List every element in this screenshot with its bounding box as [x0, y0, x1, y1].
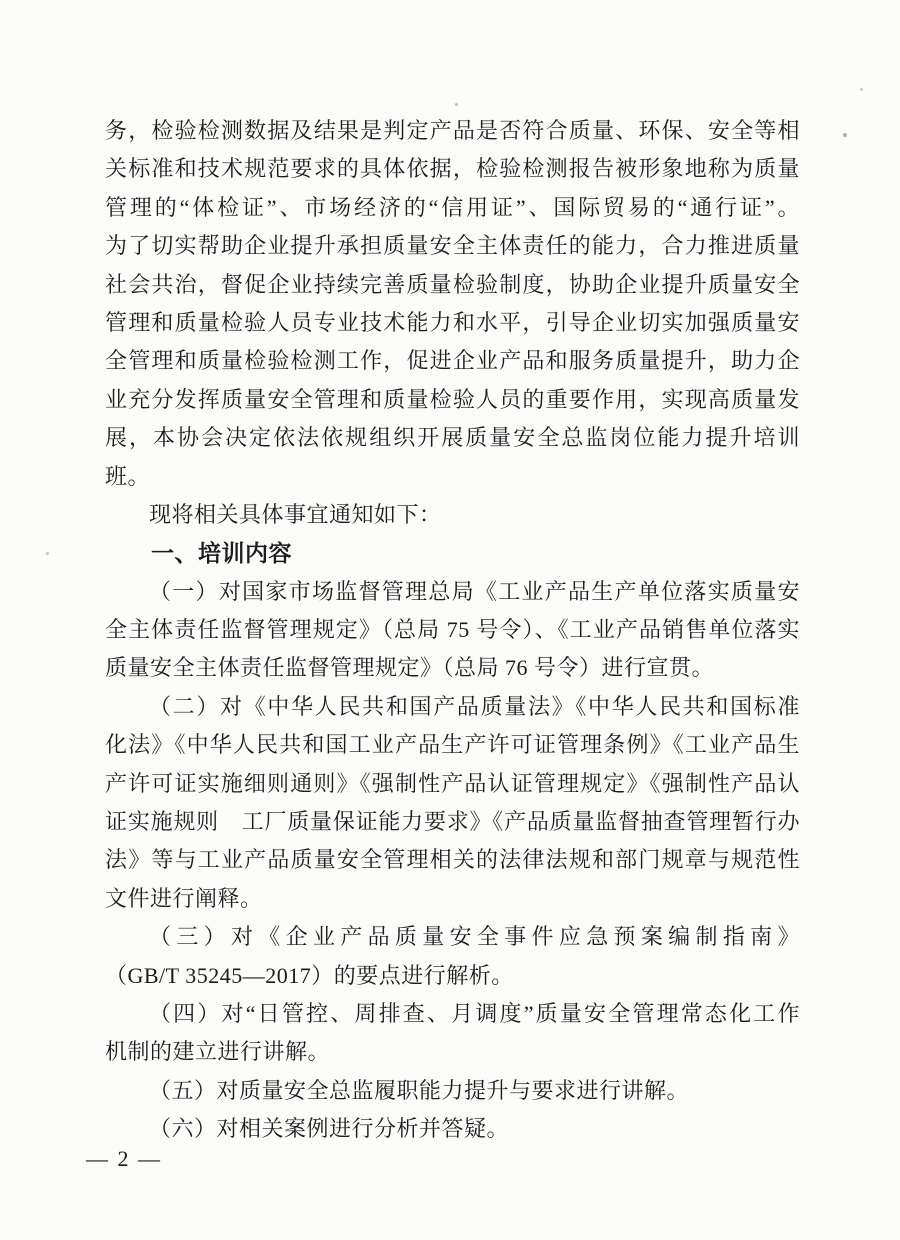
text-line: 机制的建立进行讲解。 [105, 1039, 331, 1065]
text-line: （四）对“日管控、周排查、月调度”质量安全管理常态化工作 [149, 1000, 800, 1026]
text-line: 产许可证实施细则通则》《强制性产品认证管理规定》《强制性产品认 [105, 770, 800, 796]
text-line: 文件进行阐释。 [105, 885, 263, 911]
text-line: 法》等与工业产品质量安全管理相关的法律法规和部门规章与规范性 [105, 847, 800, 873]
text-line: （一）对国家市场监督管理总局《工业产品生产单位落实质量安 [149, 578, 800, 604]
text-line: 关标准和技术规范要求的具体依据，检验检测报告被形象地称为质量 [105, 156, 800, 182]
text-line: 展，本协会决定依法依规组织开展质量安全总监岗位能力提升培训 [105, 425, 800, 451]
text-line: 全主体责任监督管理规定》（总局 75 号令）、《工业产品销售单位落实 [105, 617, 800, 643]
document-body [105, 112, 800, 1149]
page-number: — 2 — [86, 1146, 162, 1171]
text-line: 化法》《中华人民共和国工业产品生产许可证管理条例》《工业产品生 [105, 732, 800, 758]
text-line: 务，检验检测数据及结果是判定产品是否符合质量、环保、安全等相 [105, 118, 800, 143]
scan-noise-speck [860, 88, 863, 91]
text-line: 班。 [105, 463, 151, 489]
scan-noise-speck [843, 133, 847, 137]
text-line: （二）对《中华人民共和国产品质量法》《中华人民共和国标准 [149, 693, 800, 719]
text-line: （五）对质量安全总监履职能力提升与要求进行讲解。 [149, 1077, 690, 1103]
text-line: 社会共治，督促企业持续完善质量检验制度，协助企业提升质量安全 [105, 271, 800, 297]
text-line: 现将相关具体事宜通知如下： [149, 501, 442, 527]
text-line: 业充分发挥质量安全管理和质量检验人员的重要作用，实现高质量发 [105, 386, 800, 412]
text-line: 质量安全主体责任监督管理规定》（总局 76 号令）进行宣贯。 [105, 655, 715, 681]
text-line: 管理和质量检验人员专业技术能力和水平，引导企业切实加强质量安 [105, 309, 800, 335]
text-line: 管理的“体检证”、市场经济的“信用证”、国际贸易的“通行证”。 [105, 194, 800, 220]
text-line: 为了切实帮助企业提升承担质量安全主体责任的能力，合力推进质量 [105, 233, 800, 259]
text-line: 证实施规则 工厂质量保证能力要求》《产品质量监督抽查管理暂行办 [105, 809, 800, 835]
text-line: （六）对相关案例进行分析并答疑。 [149, 1116, 510, 1142]
text-line: 全管理和质量检验检测工作，促进企业产品和服务质量提升，助力企 [105, 348, 800, 374]
section-heading: 一、培训内容 [151, 540, 292, 567]
text-line: （三）对《企业产品质量安全事件应急预案编制指南》 [149, 924, 800, 950]
text-line: （GB/T 35245—2017）的要点进行解析。 [105, 962, 514, 988]
scan-noise-speck [46, 552, 49, 555]
scan-noise-speck [455, 103, 458, 106]
